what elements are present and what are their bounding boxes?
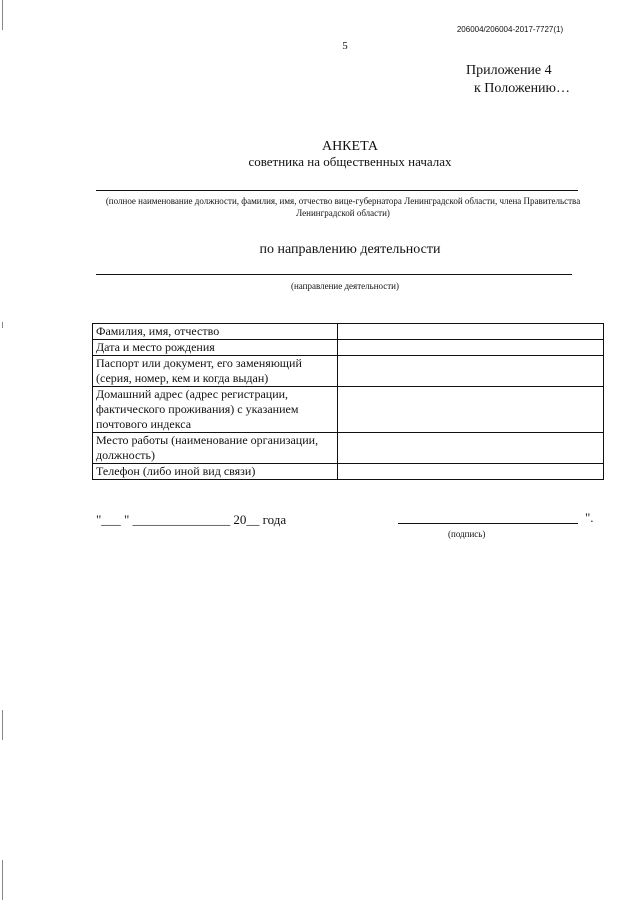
scan-edge-mark	[2, 860, 3, 900]
field-value-cell[interactable]	[338, 324, 604, 340]
table-row	[93, 464, 604, 480]
table-row	[93, 340, 604, 356]
table-row	[93, 356, 604, 387]
signature-hint: (подпись)	[448, 529, 486, 539]
appendix-line-1: Приложение 4	[466, 63, 552, 78]
scan-edge-mark	[2, 710, 3, 740]
document-id: 206004/206004-2017-7727(1)	[456, 25, 564, 34]
field-value-cell[interactable]	[338, 433, 604, 464]
signature-end-quote: ".	[585, 510, 594, 525]
page-number: 5	[342, 40, 348, 52]
field-label: Телефон (либо иной вид связи)	[93, 464, 338, 480]
form-title: АНКЕТА	[321, 139, 379, 154]
field-value-cell[interactable]	[338, 340, 604, 356]
table-row	[93, 387, 604, 433]
scan-edge-mark	[2, 0, 3, 30]
questionnaire-table	[92, 323, 604, 480]
signature-line[interactable]	[398, 523, 578, 524]
direction-hint: (направление деятельности)	[290, 281, 399, 291]
field-value-cell[interactable]	[338, 387, 604, 433]
table-row	[93, 433, 604, 464]
field-label: Фамилия, имя, отчество	[93, 324, 338, 340]
appendix-line-2: к Положению…	[474, 81, 571, 96]
direction-fill-line[interactable]	[96, 274, 572, 275]
position-hint: (полное наименование должности, фамилия, имя, отчество вице-губернатора Ленинградской области, члена Правительства Ленинградской области)	[105, 196, 581, 218]
position-fill-line[interactable]	[96, 190, 578, 191]
direction-label: по направлению деятельности	[259, 242, 441, 257]
field-label: Место работы (наименование организации, должность)	[93, 433, 338, 464]
table-row	[93, 324, 604, 340]
date-line: "___ " _______________ 20__ года	[96, 512, 287, 527]
field-label: Домашний адрес (адрес регистрации, фактического проживания) с указанием почтового индекса	[93, 387, 338, 433]
form-subtitle: советника на общественных началах	[248, 154, 452, 169]
field-label: Паспорт или документ, его заменяющий (серия, номер, кем и когда выдан)	[93, 356, 338, 387]
field-value-cell[interactable]	[338, 356, 604, 387]
scan-edge-mark	[2, 322, 3, 328]
field-label: Дата и место рождения	[93, 340, 338, 356]
field-value-cell[interactable]	[338, 464, 604, 480]
